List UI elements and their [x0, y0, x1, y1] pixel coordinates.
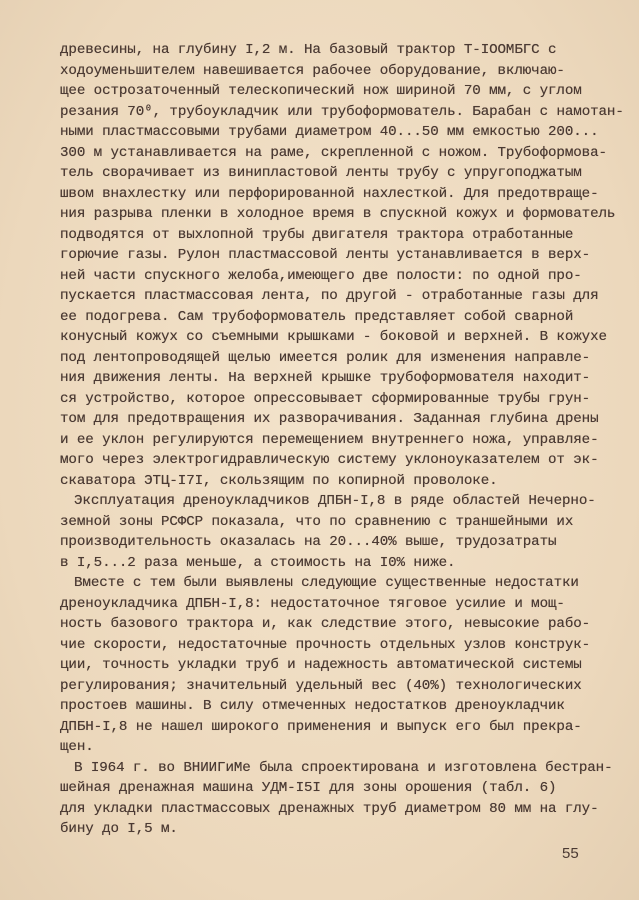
text-line: древесины, на глубину I,2 м. На базовый трактор Т-IООМБГС с: [60, 42, 557, 58]
text-line: земной зоны РСФСР показала, что по сравнению с траншейными их: [60, 513, 574, 530]
text-line: конусный кожух со съемными крышками - боковой и верхней. В кожухе: [60, 329, 607, 345]
text-line: резания 70⁰, трубоукладчик или трубоформователь. Барабан с намотан-: [60, 103, 624, 120]
text-line: ния разрыва пленки в холодное время в спускной кожух и формователь: [60, 206, 616, 222]
paragraph-first-line: Эксплуатация дреноукладчиков ДПБН-I,8 в ряде областей Нечерно-: [74, 493, 596, 509]
text-line: ния движения ленты. На верхней крышке трубоформователя находит-: [60, 370, 591, 386]
text-line: для укладки пластмассовых дренажных труб диаметром 80 мм на глу-: [60, 800, 599, 817]
text-line: шейная дренажная машина УДМ-I5I для зоны орошения (табл. 6): [60, 780, 557, 796]
paragraph-first-line: Вместе с тем были выявлены следующие существенные недостатки: [74, 575, 579, 591]
text-line: и ее уклон регулируются перемещением внутреннего ножа, управляе-: [60, 431, 599, 448]
text-line: скаватора ЭТЦ-I7I, скользящим по копирной проволоке.: [60, 472, 498, 489]
text-line: чие скорости, недостаточные прочность отдельных узлов конструк-: [60, 636, 591, 653]
paragraph-first-line: В I964 г. во ВНИИГиМе была спроектирована и изготовлена бестран-: [74, 759, 613, 776]
text-line: под лентопроводящей щелью имеется ролик для изменения направле-: [60, 349, 591, 366]
text-line: ность базового трактора и, как следствие этого, невысокие рабо-: [60, 616, 591, 632]
text-line: ее подогрева. Сам трубоформователь представляет собой сварной: [60, 308, 574, 325]
text-line: в I,5...2 раза меньше, а стоимость на I0% ниже.: [60, 554, 456, 571]
text-line: пускается пластмассовая лента, по другой - отработанные газы для: [60, 288, 599, 304]
text-line: горючие газы. Рулон пластмассовой ленты устанавливается в верх-: [60, 247, 591, 263]
text-line: бину до I,5 м.: [60, 821, 178, 837]
text-line: ции, точность укладки труб и надежность автоматической системы: [60, 657, 582, 673]
text-line: производительность оказалась на 20...40% выше, трудозатраты: [60, 534, 557, 550]
text-line: ными пластмассовыми трубами диаметром 40...50 мм емкостью 200...: [60, 124, 599, 140]
document-body: [60, 40, 624, 840]
text-line: дреноукладчика ДПБН-I,8: недостаточное тяговое усилие и мощ-: [60, 595, 565, 612]
text-line: тель сворачивает из винипластовой ленты трубу с упругоподжатым: [60, 165, 582, 181]
text-line: ДПБН-I,8 не нашел широкого применения и выпуск его был прекра-: [60, 718, 582, 735]
text-line: щее острозаточенный телескопический нож шириной 70 мм, с углом: [60, 83, 582, 99]
text-line: ней части спускного желоба,имеющего две полости: по одной про-: [60, 267, 582, 284]
text-line: ся устройство, которое опрессовывает сформированные трубы грун-: [60, 390, 591, 407]
text-line: том для предотвращения их разворачивания. Заданная глубина дрены: [60, 411, 599, 427]
text-line: мого через электрогидравлическую систему уклоноуказателем от эк-: [60, 452, 599, 468]
text-line: 300 м устанавливается на раме, скрепленной с ножом. Трубоформова-: [60, 144, 607, 161]
text-line: ходоуменьшителем навешивается рабочее оборудование, включаю-: [60, 62, 565, 79]
text-line: швом внахлестку или перфорированной нахлесткой. Для предотвраще-: [60, 185, 599, 202]
text-line: простоев машины. В силу отмеченных недостатков дреноукладчик: [60, 698, 565, 714]
text-line: щен.: [60, 739, 94, 755]
page-number: 55: [562, 845, 579, 862]
text-line: регулирования; значительный удельный вес (40%) технологических: [60, 677, 582, 694]
text-line: подводятся от выхлопной трубы двигателя трактора отработанные: [60, 226, 574, 243]
